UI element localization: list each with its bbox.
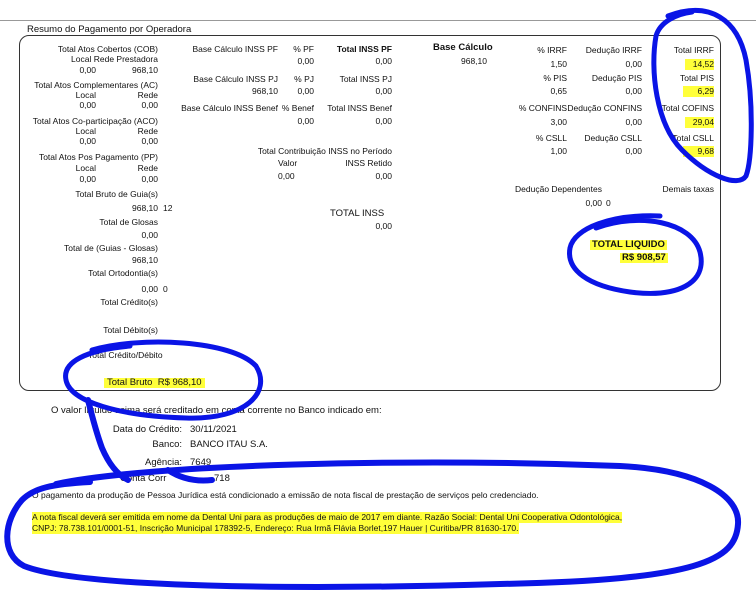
pis-pct-label: % PIS bbox=[543, 73, 567, 83]
total-liquido-label: TOTAL LIQUIDO bbox=[592, 239, 665, 250]
bank-intro-a: O valor bbox=[51, 405, 82, 416]
inss-pf-base-label: Base Cálculo INSS PF bbox=[192, 44, 278, 54]
dependentes-label: Dedução Dependentes bbox=[515, 184, 602, 194]
base-calculo-label: Base Cálculo bbox=[433, 42, 493, 53]
csll-total-label: Total CSLL bbox=[672, 133, 714, 143]
irrf-total-label: Total IRRF bbox=[673, 45, 714, 55]
agency-value: 7649 bbox=[190, 457, 212, 468]
total-bruto-label: Total Bruto bbox=[107, 377, 153, 388]
bruto-guias-label: Total Bruto de Guia(s) bbox=[75, 189, 158, 199]
pp-rede: 0,00 bbox=[141, 174, 158, 184]
pp-rede-header: Rede bbox=[137, 163, 158, 173]
orto-label: Total Ortodontia(s) bbox=[88, 268, 158, 278]
inss-pf-pct-label: % PF bbox=[293, 44, 314, 54]
aco-label: Total Atos Co-participação (ACO) bbox=[32, 116, 158, 126]
dependentes-value: 0,00 bbox=[585, 198, 602, 208]
credito-label: Total Crédito(s) bbox=[100, 297, 158, 307]
debito-label: Total Débito(s) bbox=[103, 325, 158, 335]
ac-local-header: Local bbox=[75, 90, 96, 100]
irrf-ded: 0,00 bbox=[625, 59, 642, 69]
guias-glosas-value: 968,10 bbox=[132, 255, 158, 265]
orto-count: 0 bbox=[163, 284, 168, 294]
csll-total: 9,68 bbox=[683, 146, 714, 157]
total-liquido-value: R$ 908,57 bbox=[622, 252, 666, 263]
cofins-total-label: Total COFINS bbox=[661, 103, 714, 113]
aco-rede: 0,00 bbox=[141, 136, 158, 146]
agency-label: Agência: bbox=[145, 457, 182, 468]
csll-ded: 0,00 bbox=[625, 146, 642, 156]
total-inss-value: 0,00 bbox=[375, 221, 392, 231]
irrf-pct-label: % IRRF bbox=[537, 45, 567, 55]
pis-total: 6,29 bbox=[683, 86, 714, 97]
bruto-guias-value: 968,10 bbox=[132, 203, 158, 213]
guias-glosas-label: Total de (Guias - Glosas) bbox=[63, 243, 158, 253]
bank-intro-b: líquido acima será creditado em bbox=[84, 405, 219, 416]
bank-name-label: Banco: bbox=[152, 439, 182, 450]
inss-periodo-valor: 0,00 bbox=[278, 171, 295, 181]
pis-ded-label: Dedução PIS bbox=[591, 73, 642, 83]
cofins-ded-label: Dedução CONFINS bbox=[567, 103, 642, 113]
pis-pct: 0,65 bbox=[550, 86, 567, 96]
inss-pj-total-label: Total INSS PJ bbox=[339, 74, 392, 84]
glosas-label: Total de Glosas bbox=[99, 217, 158, 227]
pp-local: 0,00 bbox=[79, 174, 96, 184]
aco-local-header: Local bbox=[75, 126, 96, 136]
inss-periodo-retido: 0,00 bbox=[375, 171, 392, 181]
scribble-bank-annotation-2 bbox=[168, 470, 212, 481]
top-rule bbox=[0, 20, 756, 21]
irrf-pct: 1,50 bbox=[550, 59, 567, 69]
note-line-1: O pagamento da produção de Pessoa Jurídica está condicionado a emissão de nota fiscal de prestação de serviços pelo credenciado. bbox=[32, 490, 539, 500]
inss-periodo-retido-header: INSS Retido bbox=[345, 158, 392, 168]
bank-name-value: BANCO ITAU S.A. bbox=[190, 439, 268, 450]
inss-benef-base-label: Base Cálculo INSS Benef bbox=[181, 103, 278, 113]
cob-sub-label: Local Rede Prestadora bbox=[71, 54, 158, 64]
section-title: Resumo do Pagamento por Operadora bbox=[27, 24, 192, 35]
glosas-value: 0,00 bbox=[141, 230, 158, 240]
aco-rede-header: Rede bbox=[137, 126, 158, 136]
ac-rede: 0,00 bbox=[141, 100, 158, 110]
inss-benef-total-label: Total INSS Benef bbox=[327, 103, 392, 113]
total-bruto-value: R$ 968,10 bbox=[157, 377, 202, 388]
irrf-total: 14,52 bbox=[685, 59, 714, 70]
cofins-total: 29,04 bbox=[685, 117, 714, 128]
inss-periodo-valor-header: Valor bbox=[278, 158, 298, 168]
inss-pf-pct: 0,00 bbox=[297, 56, 314, 66]
account-label: Conta Corr bbox=[120, 473, 167, 484]
cob-local: 0,00 bbox=[79, 65, 96, 75]
inss-benef-pct-label: % Benef bbox=[281, 103, 314, 113]
note-line-3: CNPJ: 78.738.101/0001-51, Inscrição Municipal 178392-5, Endereço: Rua Irmã Flávia Borlet,197 Hauer | Curitiba/PR 81630-170. bbox=[32, 523, 519, 533]
ac-rede-header: Rede bbox=[137, 90, 158, 100]
aco-local: 0,00 bbox=[79, 136, 96, 146]
inss-pj-pct: 0,00 bbox=[297, 86, 314, 96]
pis-ded: 0,00 bbox=[625, 86, 642, 96]
cofins-pct: 3,00 bbox=[550, 117, 567, 127]
cob-label: Total Atos Cobertos (COB) bbox=[57, 44, 158, 54]
cofins-ded: 0,00 bbox=[625, 117, 642, 127]
inss-pj-total: 0,00 bbox=[375, 86, 392, 96]
csll-pct: 1,00 bbox=[550, 146, 567, 156]
ac-label: Total Atos Complementares (AC) bbox=[34, 80, 158, 90]
bruto-guias-count: 12 bbox=[163, 203, 173, 213]
total-bruto bbox=[104, 378, 205, 388]
inss-pj-pct-label: % PJ bbox=[294, 74, 314, 84]
demais-taxas-label: Demais taxas bbox=[662, 184, 714, 194]
dependentes-count: 0 bbox=[606, 198, 611, 208]
csll-ded-label: Dedução CSLL bbox=[584, 133, 642, 143]
pis-total-label: Total PIS bbox=[679, 73, 714, 83]
total-inss-label: TOTAL INSS bbox=[330, 208, 385, 219]
credit-date-value: 30/11/2021 bbox=[190, 424, 237, 435]
cob-rede: 968,10 bbox=[132, 65, 158, 75]
inss-benef-pct: 0,00 bbox=[297, 116, 314, 126]
account-value: 718 bbox=[214, 473, 230, 484]
inss-benef-total: 0,00 bbox=[375, 116, 392, 126]
note-line-2: A nota fiscal deverá ser emitida em nome da Dental Uni para as produções de maio de 2017 em diante. Razão Social: Dental Uni Cooperativa Odontológica, bbox=[32, 512, 623, 522]
cofins-pct-label: % CONFINS bbox=[518, 103, 567, 113]
bank-intro bbox=[51, 406, 382, 416]
inss-pf-total-label: Total INSS PF bbox=[336, 44, 392, 54]
credit-date-label: Data do Crédito: bbox=[112, 424, 182, 435]
ac-local: 0,00 bbox=[79, 100, 96, 110]
inss-pf-total: 0,00 bbox=[375, 56, 392, 66]
base-calculo-value: 968,10 bbox=[461, 56, 487, 66]
bank-intro-c: conta corrente no Banco indicado em: bbox=[221, 405, 382, 416]
pp-label: Total Atos Pos Pagamento (PP) bbox=[38, 152, 158, 162]
inss-periodo-label: Total Contribuição INSS no Período bbox=[257, 146, 392, 156]
csll-pct-label: % CSLL bbox=[535, 133, 567, 143]
credito-debito-label: Total Crédito/Débito bbox=[88, 350, 163, 360]
inss-pj-base-label: Base Cálculo INSS PJ bbox=[193, 74, 278, 84]
inss-pj-base: 968,10 bbox=[252, 86, 278, 96]
irrf-ded-label: Dedução IRRF bbox=[585, 45, 642, 55]
pp-local-header: Local bbox=[75, 163, 96, 173]
orto-value: 0,00 bbox=[141, 284, 158, 294]
